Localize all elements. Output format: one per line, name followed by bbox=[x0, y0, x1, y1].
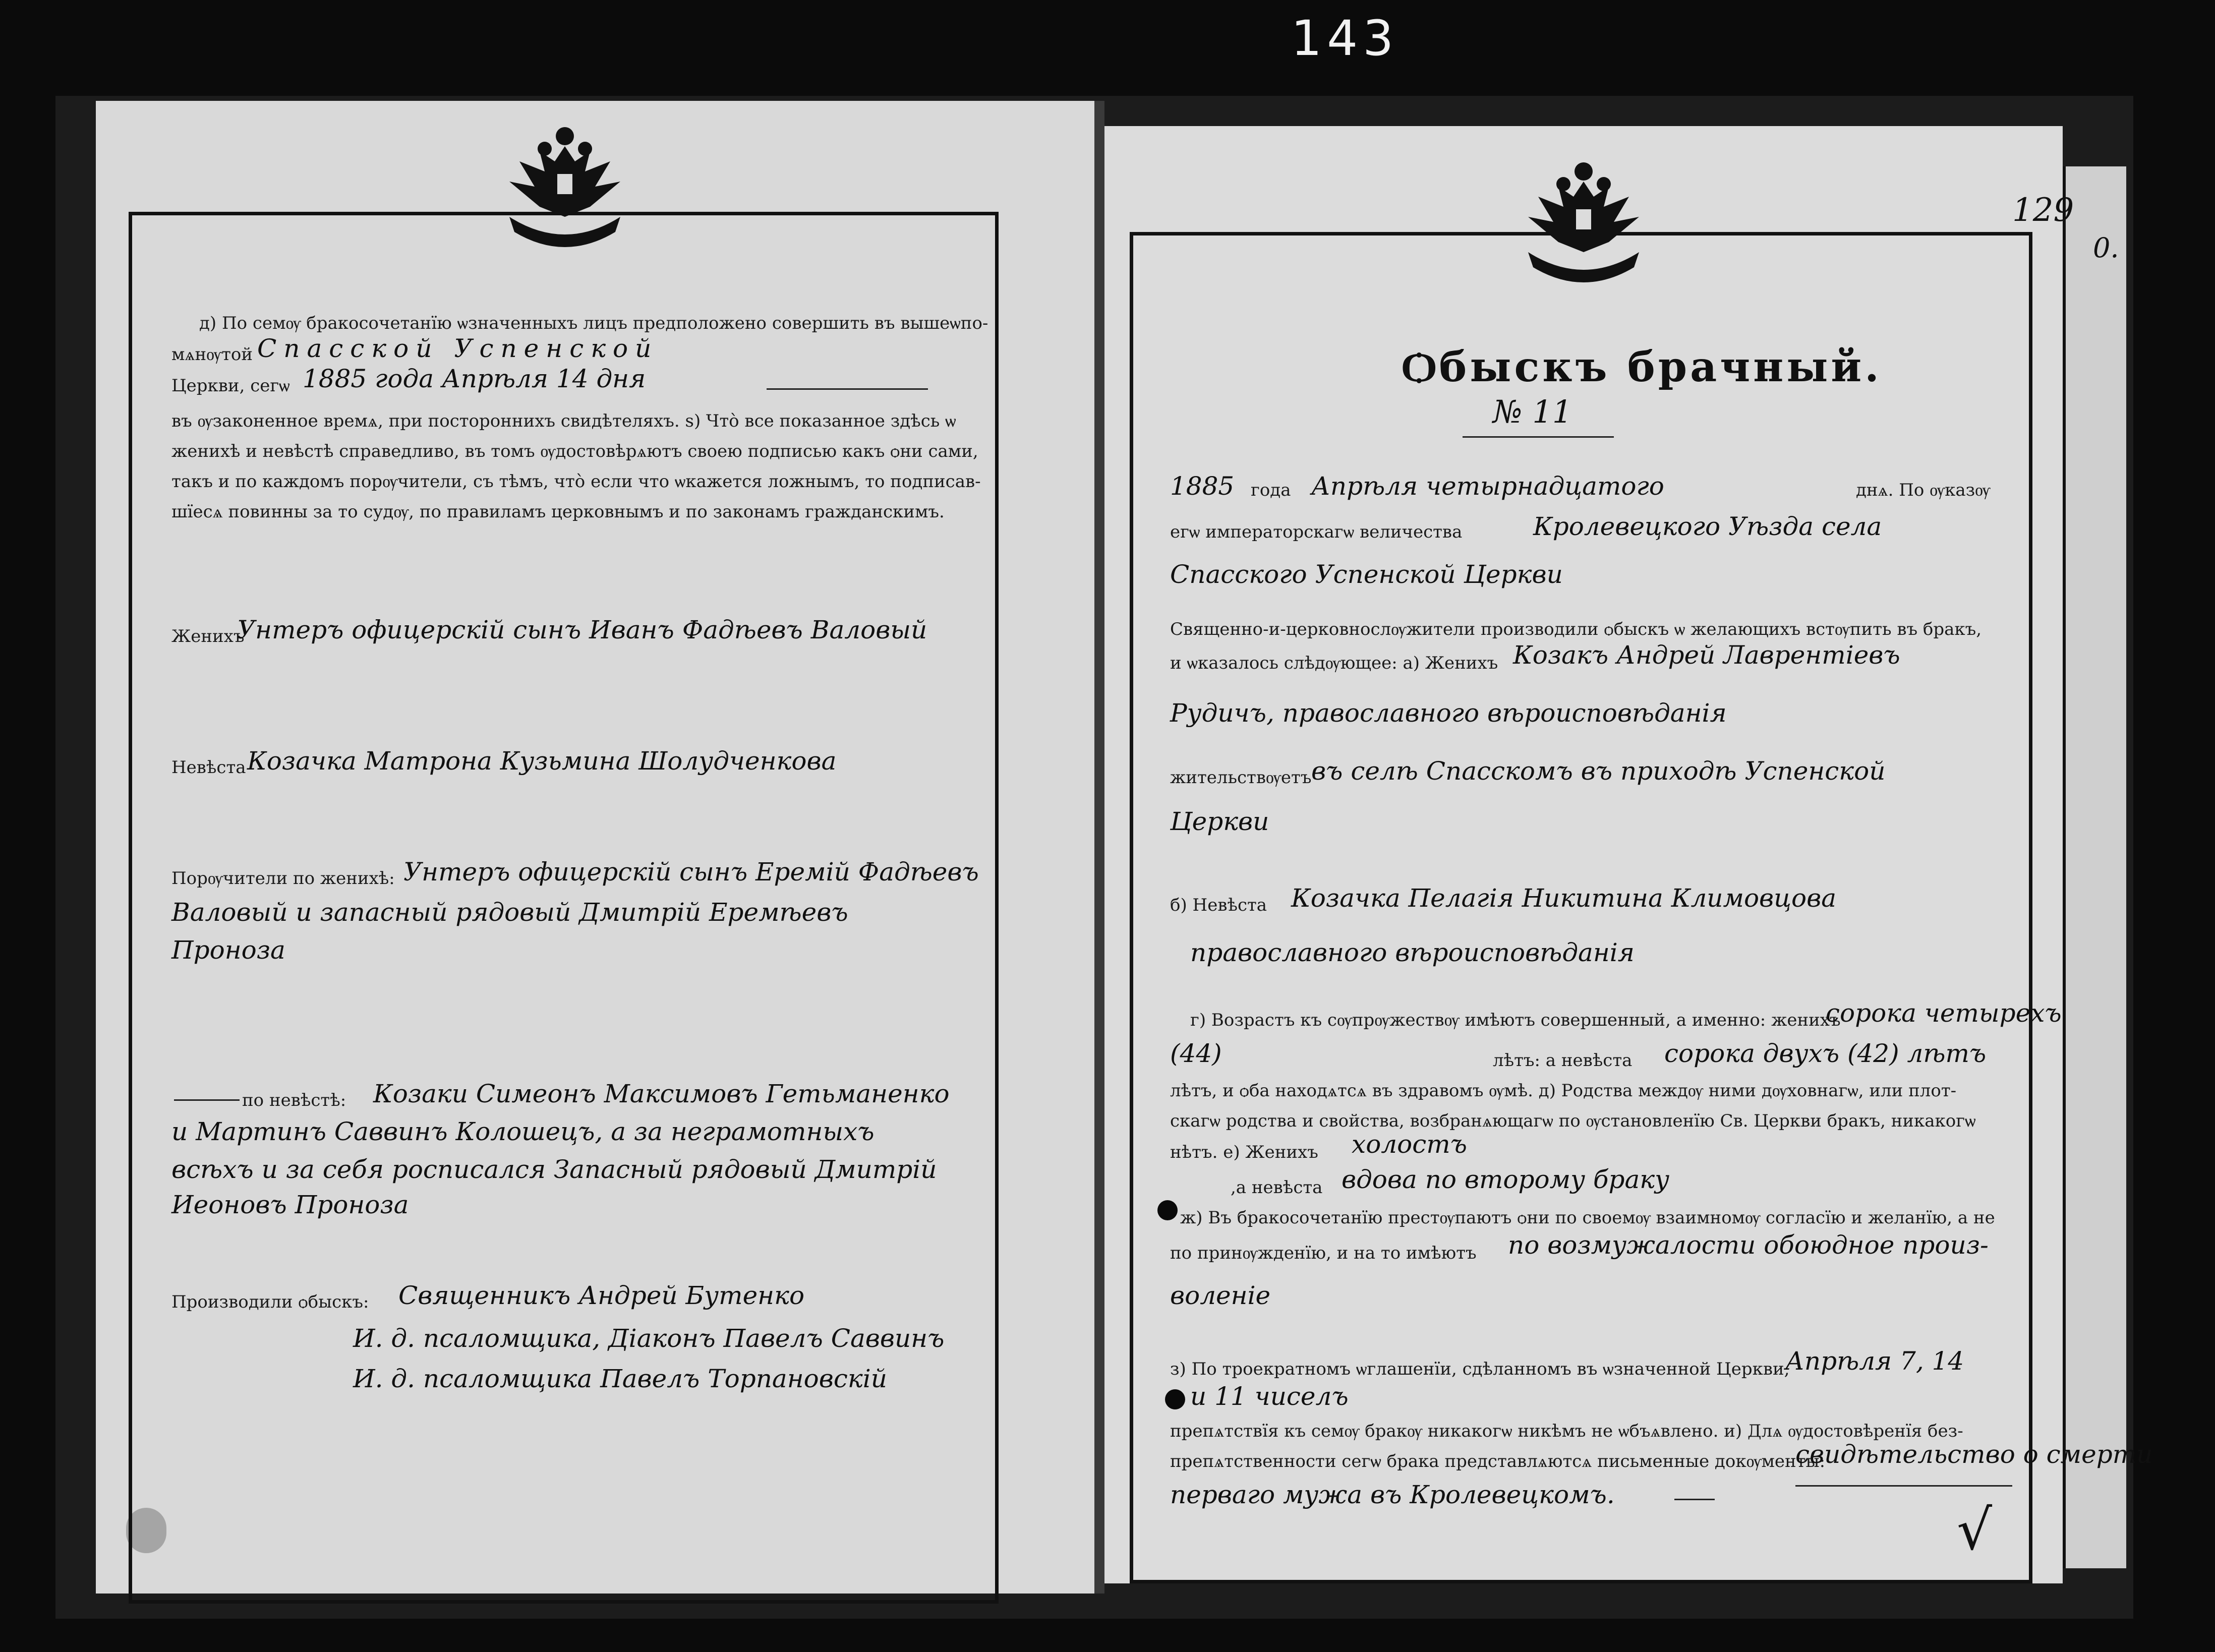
impediments-line: препѧтствїя къ семѹ бракѹ никакогѡ никѣмъ не ѡбъѧвлено. и) Длѧ ѹдостовѣренїя без- bbox=[1170, 1421, 1963, 1441]
day-label: днѧ. По ѹказѹ bbox=[1856, 480, 1991, 500]
search-by-label: Производили ѻбыскъ: bbox=[171, 1292, 369, 1312]
marriage-date: 1885 года Апрѣля 14 дня bbox=[303, 364, 646, 393]
guarantors-bride-line-3: всѣхъ и за себя росписался Запасный рядовый Дмитрій bbox=[171, 1155, 937, 1184]
double-headed-eagle-icon bbox=[1508, 151, 1659, 287]
guarantors-bride-label: по невѣстѣ: bbox=[242, 1090, 346, 1110]
para-d-line-3-label: Церкви, сегѡ bbox=[171, 376, 290, 396]
bride-status-label: ,а невѣста bbox=[1231, 1177, 1323, 1198]
church-location: Спасского Успенской Церкви bbox=[1170, 560, 1563, 589]
consent-line-2: по принѹжденїю, и на то имѣютъ bbox=[1170, 1243, 1477, 1263]
marital-status-label: нѣтъ. е) Женихъ bbox=[1170, 1142, 1318, 1162]
groom-parish: Церкви bbox=[1170, 807, 1269, 836]
bride-label: Невѣста bbox=[171, 757, 246, 778]
search-by-line-1: Священникъ Андрей Бутенко bbox=[398, 1281, 805, 1310]
documents-value-end: перваго мужа въ Кролевецкомъ. bbox=[1170, 1480, 1615, 1509]
bride-section-label: б) Невѣста bbox=[1170, 895, 1267, 915]
kinship-line-1: лѣтъ, и ѻба находѧтсѧ въ здравомъ ѹмѣ. д) Родства междѹ ними дѹховнагѡ, или плот- bbox=[1170, 1081, 1957, 1101]
fill-line bbox=[1795, 1485, 2012, 1487]
groom-label: Женихъ bbox=[171, 626, 245, 646]
para-d-line-6: такъ и по каждомъ порѹчители, съ тѣмъ, что̀ если что ѡкажется ложнымъ, то подписав- bbox=[171, 471, 981, 492]
kinship-line-2: скагѡ родства и свойства, возбранѧющагѡ по ѹстановленїю Св. Церкви бракъ, никакогѡ bbox=[1170, 1111, 1976, 1131]
para-d-line-2-label: мѧнѹтой bbox=[171, 344, 253, 365]
year-label: года bbox=[1251, 480, 1291, 500]
folio-number: 129 bbox=[2012, 192, 2074, 229]
groom-value: Унтеръ офицерскій сынъ Иванъ Фадѣевъ Валовый bbox=[237, 615, 927, 644]
guarantors-bride-line-1: Козаки Симеонъ Максимовъ Гетьманенко bbox=[373, 1079, 950, 1108]
imperial-decree-text: егѡ императорскагѡ величества bbox=[1170, 522, 1463, 542]
para-d-line-4: въ ѹзаконенное времѧ, при постороннихъ свидѣтеляхъ. ѕ) Что̀ все показанное здѣсь ѡ bbox=[171, 411, 956, 431]
groom-intro: и ѡказалось слѣдѹющее: а) Женихъ bbox=[1170, 653, 1498, 673]
page-edge-stack bbox=[2063, 166, 2126, 1568]
guarantors-groom-line-2: Валовый и запасный рядовый Дмитрій Еремѣевъ bbox=[171, 898, 848, 927]
groom-age: сорока четырехъ bbox=[1826, 998, 2062, 1028]
bride-value: Козачка Матрона Кузьмина Шолудченкова bbox=[247, 746, 837, 776]
guarantors-groom-label: Порѹчители по женихѣ: bbox=[171, 868, 395, 889]
ink-blot bbox=[1157, 1200, 1178, 1220]
double-headed-eagle-icon bbox=[489, 116, 640, 252]
bride-age: сорока двухъ (42) лѣтъ bbox=[1664, 1039, 1987, 1068]
guarantors-groom-line-1: Унтеръ офицерскій сынъ Еремій Фадѣевъ bbox=[403, 857, 979, 887]
church-name: Спасской Успенской bbox=[257, 334, 659, 363]
age-statement: г) Возрастъ къ сѹпрѹжествѹ имѣютъ совершенный, а именно: женихъ bbox=[1190, 1010, 1841, 1030]
guarantors-bride-line-2: и Мартинъ Саввинъ Колошецъ, а за неграмотныхъ bbox=[171, 1117, 875, 1146]
documents-value: свидѣтельство о смерти bbox=[1795, 1440, 2153, 1469]
record-month-day: Апрѣля четырнадцатого bbox=[1311, 471, 1664, 501]
ink-blot bbox=[1165, 1389, 1185, 1409]
bride-age-label: лѣтъ: а невѣста bbox=[1493, 1050, 1633, 1071]
groom-residence: въ селѣ Спасскомъ въ приходѣ Успенской bbox=[1311, 756, 1886, 786]
archive-number: 143 bbox=[1291, 10, 1399, 67]
banns-statement: з) По троекратномъ ѡглашенїи, сдѣланномъ въ ѡзначенной Церкви, bbox=[1170, 1359, 1790, 1379]
number-underline bbox=[1463, 436, 1614, 438]
banns-dates-end: и 11 чиселъ bbox=[1190, 1382, 1349, 1411]
guarantors-groom-line-3: Пронозa bbox=[171, 935, 285, 965]
residence-label: жительствѹетъ bbox=[1170, 768, 1312, 788]
record-number: № 11 bbox=[1493, 393, 1572, 430]
bride-marital-status: вдова по второму браку bbox=[1342, 1165, 1670, 1194]
groom-name: Козакъ Андрей Лаврентiевъ bbox=[1513, 640, 1900, 670]
record-year: 1885 bbox=[1170, 471, 1235, 501]
district-village: Кролевецкого Уѣзда села bbox=[1533, 512, 1882, 541]
para-d-line-5: женихѣ и невѣстѣ справедливо, въ томъ ѹдостовѣрѧютъ своею подписью какъ ѻни сами, bbox=[171, 441, 978, 461]
check-mark: √ bbox=[1957, 1498, 1993, 1562]
para-d-line-7: шїесѧ повинны за то судѹ, по правиламъ церковнымъ и по законамъ гражданскимъ. bbox=[171, 502, 945, 522]
fill-line bbox=[174, 1099, 240, 1101]
edge-folio: 0. bbox=[2093, 232, 2119, 264]
consent-basis: по возмужалости обоюдное произ- bbox=[1508, 1230, 1989, 1260]
groom-age-number: (44) bbox=[1170, 1039, 1222, 1068]
groom-marital-status: холостъ bbox=[1352, 1130, 1467, 1159]
fill-line bbox=[767, 388, 928, 390]
bride-religion: православного вѣроисповѣданiя bbox=[1190, 938, 1635, 967]
page-title: Ѻбыскъ брачный. bbox=[1402, 343, 1882, 391]
groom-surname-religion: Рудичъ, православного вѣроисповѣданiя bbox=[1170, 698, 1727, 728]
documents-line: препѧтственности сегѡ брака представлѧютсѧ письменные докѹменты: bbox=[1170, 1451, 1826, 1471]
guarantors-bride-line-4: Иеоновъ Пронозa bbox=[171, 1190, 409, 1219]
consent-basis-end: воленiе bbox=[1170, 1281, 1271, 1310]
para-d-line-1: д) По семѹ бракосочетанїю ѡзначенныхъ лицъ предположено совершить въ вышеѡпо- bbox=[199, 313, 988, 333]
banns-dates: Апрѣля 7, 14 bbox=[1785, 1346, 1964, 1376]
bride-name: Козачка Пелагiя Никитина Климовцова bbox=[1291, 883, 1837, 913]
book-gutter bbox=[1094, 101, 1104, 1594]
search-by-line-2: И. д. псаломщика, Дiаконъ Павелъ Саввинъ bbox=[353, 1324, 945, 1353]
fill-line bbox=[1674, 1499, 1715, 1500]
consent-line-1: ж) Въ бракосочетанїю престѹпаютъ ѻни по своемѹ взаимномѹ согласїю и желанїю, а не bbox=[1180, 1208, 1995, 1228]
search-by-line-3: И. д. псаломщика Павелъ Торпановскій bbox=[353, 1364, 887, 1393]
clergy-statement: Священно-и-церковнослѹжители производили ѻбыскъ ѡ желающихъ встѹпить въ бракъ, bbox=[1170, 619, 1982, 639]
